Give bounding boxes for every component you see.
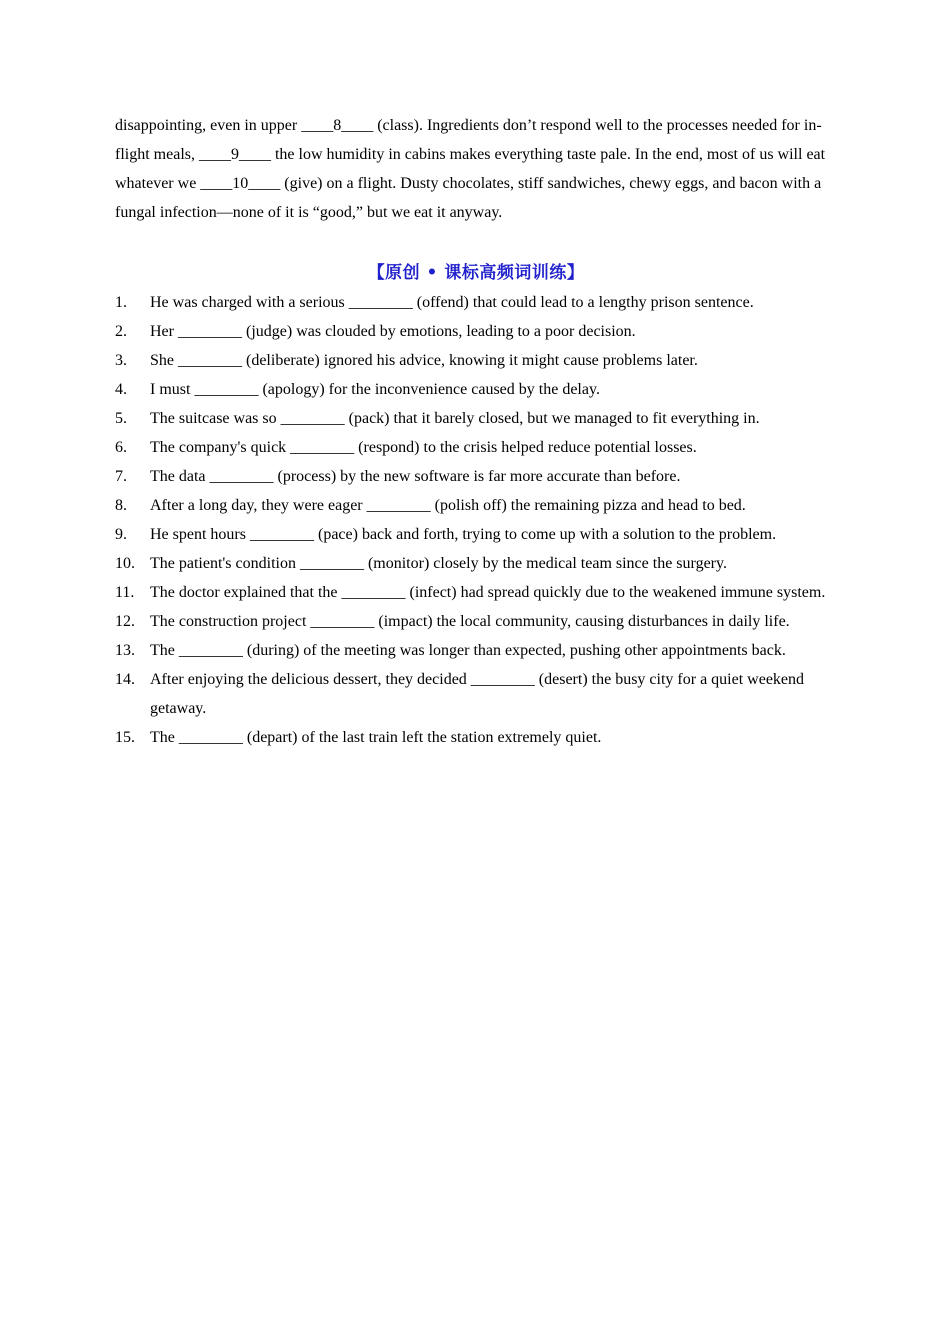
exercise-text: After a long day, they were eager ________ (polish off) the remaining pizza and head to bed. xyxy=(150,497,746,514)
exercise-item xyxy=(115,317,837,346)
passage xyxy=(115,111,837,227)
exercise-number: 15. xyxy=(115,729,135,746)
exercise-number: 7. xyxy=(115,468,127,485)
exercise-text: I must ________ (apology) for the inconvenience caused by the delay. xyxy=(150,381,600,398)
exercise-text: The suitcase was so ________ (pack) that it barely closed, but we managed to fit everything in. xyxy=(150,410,760,427)
exercise-item xyxy=(115,607,837,636)
exercise-number: 12. xyxy=(115,613,135,630)
exercise-number: 4. xyxy=(115,381,127,398)
exercise-item xyxy=(115,433,837,462)
exercise-number: 8. xyxy=(115,497,127,514)
exercise-item xyxy=(115,723,837,752)
exercise-number: 2. xyxy=(115,323,127,340)
exercise-number: 10. xyxy=(115,555,135,572)
exercise-list xyxy=(115,288,837,752)
passage-paragraph: disappointing, even in upper ____8____ (class). Ingredients don’t respond well to the processes needed for in-flight meals, ____9____ the low humidity in cabins makes everything taste pale. In the end, most of us will eat whatever we ____10____ (give) on a flight. Dusty chocolates, stiff sandwiches, chewy eggs, and bacon with a fungal infection—none of it is “good,” but we eat it anyway. xyxy=(115,117,826,221)
exercise-number: 5. xyxy=(115,410,127,427)
exercise-text: The data ________ (process) by the new software is far more accurate than before. xyxy=(150,468,681,485)
exercise-text: The doctor explained that the ________ (infect) had spread quickly due to the weakened immune system. xyxy=(150,584,826,601)
exercise-item xyxy=(115,636,837,665)
exercise-item xyxy=(115,404,837,433)
exercise-item xyxy=(115,346,837,375)
exercise-text: The ________ (during) of the meeting was longer than expected, pushing other appointments back. xyxy=(150,642,786,659)
exercise-text: He was charged with a serious ________ (offend) that could lead to a lengthy prison sentence. xyxy=(150,294,754,311)
exercise-item xyxy=(115,549,837,578)
exercise-text: The construction project ________ (impact) the local community, causing disturbances in daily life. xyxy=(150,613,790,630)
exercise-number: 3. xyxy=(115,352,127,369)
exercise-item xyxy=(115,462,837,491)
exercise-text: Her ________ (judge) was clouded by emotions, leading to a poor decision. xyxy=(150,323,636,340)
exercise-number: 13. xyxy=(115,642,135,659)
exercise-text: She ________ (deliberate) ignored his advice, knowing it might cause problems later. xyxy=(150,352,698,369)
exercise-number: 1. xyxy=(115,294,127,311)
exercise-number: 6. xyxy=(115,439,127,456)
exercise-number: 9. xyxy=(115,526,127,543)
exercise-item xyxy=(115,491,837,520)
exercise-item xyxy=(115,520,837,549)
exercise-text: The company's quick ________ (respond) to the crisis helped reduce potential losses. xyxy=(150,439,697,456)
exercise-text: After enjoying the delicious dessert, they decided ________ (desert) the busy city for a quiet weekend getaway. xyxy=(150,671,805,717)
exercise-item xyxy=(115,578,837,607)
exercise-item xyxy=(115,665,837,723)
document-page xyxy=(115,111,837,752)
exercise-item xyxy=(115,375,837,404)
section-title: 【原创 • 课标高频词训练】 xyxy=(367,263,585,283)
exercise-number: 14. xyxy=(115,671,135,688)
exercise-text: The patient's condition ________ (monitor) closely by the medical team since the surgery. xyxy=(150,555,727,572)
exercise-text: He spent hours ________ (pace) back and forth, trying to come up with a solution to the problem. xyxy=(150,526,777,543)
exercise-item xyxy=(115,288,837,317)
exercise-number: 11. xyxy=(115,584,135,601)
exercise-text: The ________ (depart) of the last train left the station extremely quiet. xyxy=(150,729,602,746)
